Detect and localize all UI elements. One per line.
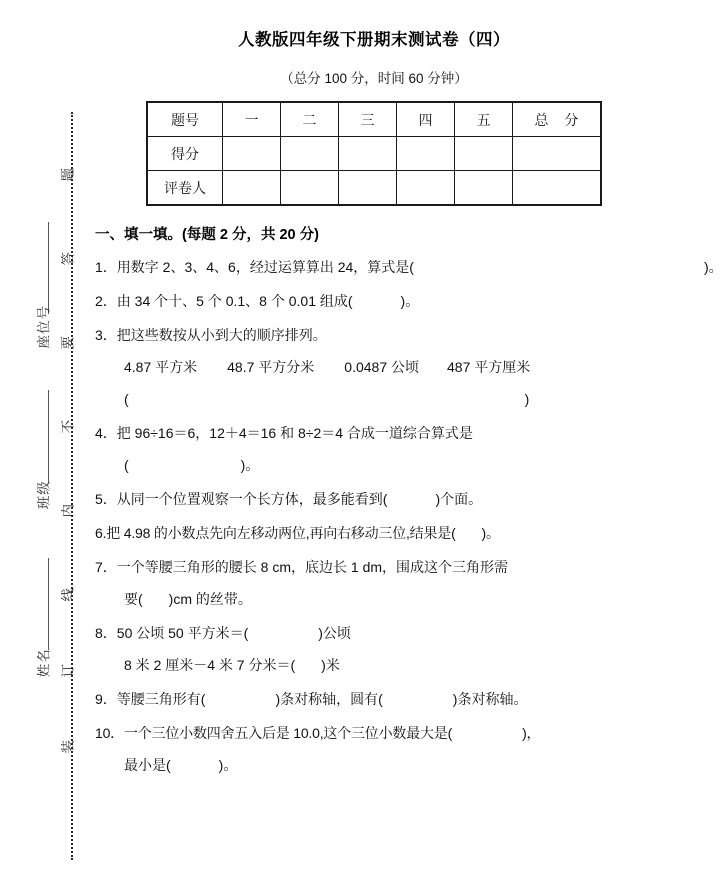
question-1 xyxy=(95,257,723,278)
question-1-prefix: 1．用数字 2、3、4、6，经过运算算出 24，算式是( xyxy=(95,259,414,275)
score-table-col-total: 总 分 xyxy=(534,111,585,128)
question-7-answer-line xyxy=(124,589,656,610)
seal-field-rule-name xyxy=(48,558,49,650)
question-2-suffix: )。 xyxy=(400,293,420,309)
question-8-line1-suffix: )公顷 xyxy=(318,625,351,641)
table-row-header xyxy=(147,102,601,137)
question-9-part3: )条对称轴。 xyxy=(452,691,528,707)
question-4-line1: 4．把 96÷16＝6，12＋4＝16 和 8÷2＝4 合成一道综合算式是 xyxy=(95,425,473,441)
question-4-answer-line xyxy=(124,455,656,476)
seal-inner-char-5: 内 xyxy=(60,504,76,518)
score-cell-3[interactable] xyxy=(339,137,397,171)
score-table-col-3: 三 xyxy=(339,102,397,137)
score-table-row-label-0: 题号 xyxy=(147,102,223,137)
question-6-prefix: 6.把 4.98 的小数点先向左移动两位,再向右移动三位,结果是( xyxy=(95,525,456,541)
grader-cell-2[interactable] xyxy=(281,171,339,206)
question-10-line2 xyxy=(124,755,656,776)
table-row-score xyxy=(147,137,601,171)
question-10-line1-prefix: 10．一个三位小数四舍五入后是 10.0,这个三位小数最大是( xyxy=(95,725,453,741)
seal-inner-char-1: 题 xyxy=(60,168,76,182)
table-row-grader xyxy=(147,171,601,206)
score-cell-5[interactable] xyxy=(455,137,513,171)
question-9-part1: 9．等腰三角形有( xyxy=(95,691,206,707)
question-5-suffix: )个面。 xyxy=(435,491,483,507)
grader-cell-5[interactable] xyxy=(455,171,513,206)
score-cell-1[interactable] xyxy=(223,137,281,171)
score-cell-4[interactable] xyxy=(397,137,455,171)
grader-cell-4[interactable] xyxy=(397,171,455,206)
question-10 xyxy=(95,723,656,744)
score-table xyxy=(146,101,602,206)
question-8 xyxy=(95,623,656,644)
question-7-line1: 7．一个等腰三角形的腰长 8 cm，底边长 1 dm，围成这个三角形需 xyxy=(95,559,509,575)
question-9 xyxy=(95,689,656,710)
seal-inner-char-8: 装 xyxy=(60,740,76,754)
question-10-line2-suffix: )。 xyxy=(218,757,238,773)
question-2-prefix: 2．由 34 个十、5 个 0.1、8 个 0.01 组成( xyxy=(95,293,353,309)
question-7-line2-suffix: )cm 的丝带。 xyxy=(168,591,252,607)
question-4-paren-open: ( xyxy=(124,457,129,473)
section-heading-fill-in: 一、填一填。(每题 2 分，共 20 分) xyxy=(95,227,319,243)
question-6 xyxy=(95,523,656,544)
grader-cell-1[interactable] xyxy=(223,171,281,206)
score-cell-2[interactable] xyxy=(281,137,339,171)
question-5-prefix: 5．从同一个位置观察一个长方体，最多能看到( xyxy=(95,491,388,507)
question-10-line2-prefix: 最小是( xyxy=(124,757,171,773)
grader-cell-3[interactable] xyxy=(339,171,397,206)
question-8-line2 xyxy=(124,655,656,676)
question-3-paren-open: ( xyxy=(124,391,129,407)
question-2 xyxy=(95,291,656,312)
question-3-prefix: 3．把这些数按从小到大的顺序排列。 xyxy=(95,327,327,343)
score-table-col-2: 二 xyxy=(281,102,339,137)
question-10-line1-suffix: )， xyxy=(522,725,541,741)
question-9-part2: )条对称轴，圆有( xyxy=(275,691,383,707)
score-table-col-4: 四 xyxy=(397,102,455,137)
exam-paper xyxy=(92,0,723,882)
question-3-paren-close: ) xyxy=(524,391,530,407)
question-8-line2-suffix: )米 xyxy=(321,657,340,673)
seal-inner-char-6: 线 xyxy=(60,588,76,602)
seal-inner-char-2: 答 xyxy=(60,252,76,266)
seal-field-rule-class xyxy=(48,390,49,482)
question-3-value-3: 0.0487 公顷 xyxy=(344,359,419,375)
question-3-value-1: 4.87 平方米 xyxy=(124,359,198,375)
seal-inner-char-3: 要 xyxy=(60,336,76,350)
seal-field-label-name: 姓名 xyxy=(36,648,52,678)
question-3-values xyxy=(124,357,656,378)
seal-field-label-seat: 座位号 xyxy=(36,305,52,349)
page-subtitle: （总分 100 分，时间 60 分钟） xyxy=(280,71,468,86)
question-8-line2-prefix: 8 米 2 厘米－4 米 7 分米＝( xyxy=(124,657,296,673)
question-6-suffix: )。 xyxy=(481,525,500,541)
grader-cell-total[interactable] xyxy=(513,171,602,206)
score-cell-total[interactable] xyxy=(513,137,602,171)
question-3-answer-line xyxy=(124,389,656,410)
score-table-col-1: 一 xyxy=(223,102,281,137)
question-3-value-2: 48.7 平方分米 xyxy=(227,359,315,375)
question-4 xyxy=(95,423,656,444)
question-4-paren-close: )。 xyxy=(240,457,260,473)
question-7-line2-prefix: 要( xyxy=(124,591,143,607)
seal-inner-char-4: 不 xyxy=(60,420,76,434)
question-7 xyxy=(95,557,656,578)
score-table-col-5: 五 xyxy=(455,102,513,137)
question-1-suffix: )。 xyxy=(703,259,723,275)
question-5 xyxy=(95,489,656,510)
score-table-row-label-2: 评卷人 xyxy=(147,171,223,206)
seal-margin xyxy=(0,0,92,882)
seal-field-label-class: 班级 xyxy=(36,480,52,510)
seal-field-rule-seat xyxy=(48,222,49,314)
page-title: 人教版四年级下册期末测试卷（四） xyxy=(238,31,510,49)
question-8-line1-prefix: 8．50 公顷 50 平方米＝( xyxy=(95,625,249,641)
score-table-row-label-1: 得分 xyxy=(147,137,223,171)
question-3 xyxy=(95,325,656,346)
question-3-value-4: 487 平方厘米 xyxy=(447,359,531,375)
seal-inner-char-7: 订 xyxy=(60,664,76,678)
